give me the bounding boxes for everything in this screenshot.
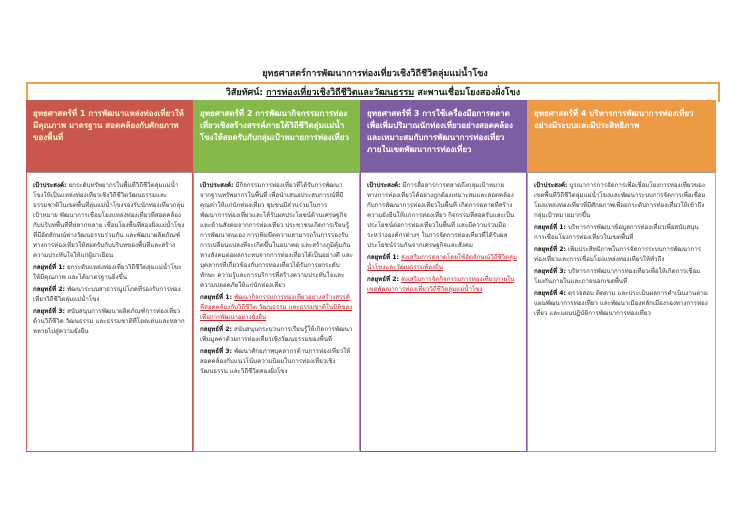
goal-paragraph: [200, 181, 353, 291]
tactic-label: กลยุทธ์ที่ 2:: [33, 286, 66, 293]
strategy-column-1: [26, 100, 193, 452]
tactic-text: พัฒนาระบบสาธารณูปโภคที่รองรับการท่องเที่ยววิถีชีวิตลุ่มแม่น้ำโขง: [33, 286, 181, 303]
tactic-item: [367, 275, 520, 295]
tactic-text: สนับสนุนการพัฒนาผลิตภัณฑ์การท่องเที่ยวด้านวิถีชีวิต วัฒนธรรม และธรรมชาติที่โดดเด่นและหลากหลายไปสู่ความยั่งยืน: [33, 308, 185, 335]
goal-text: มีกิจกรรมการท่องเที่ยวที่ได้รับการพัฒนาจากฐานทรัพยากรในพื้นที่ เพื่อนำเสนอประสบการณ์ที่มีคุณค่าให้แก่นักท่องเที่ยว ชุมชนมีส่วนร่วมในการพัฒนาการท่องเที่ยวและได้รับผลประโยชน์ด้านเศรษฐกิจและด้านสังคมจากการท่องเที่ยว ประชาชนเกิดการเรียนรู้ การพัฒนาตนเอง การเพิ่มขีดความสามารถในการรองรับการเปลี่ยนแปลงที่จะเกิดขึ้นในอนาคต และสร้างภูมิคุ้มกันทางสังคมต่อผลกระทบจากการท่องเที่ยวได้เป็นอย่างดี และบุคลากรที่เกี่ยวข้องกับการท่องเที่ยวได้รับการยกระดับ ทักษะ ความรู้และการบริการที่สร้างความประทับใจและความปลอดภัยให้แก่นักท่องเที่ยว: [200, 182, 353, 289]
strategy-body: [528, 173, 715, 325]
strategy-heading: ยุทธศาสตร์ที่ 2 การพัฒนากิจกรรมการท่องเที่ยวเชิงสร้างสรรค์ภายใต้วิถีชีวิตลุ่มแม่น้ำโขงให้สอดรับกับกลุ่มเป้าหมายการท่องเที่ยว: [194, 101, 359, 173]
tactic-item: [534, 289, 709, 319]
tactic-item: [33, 263, 186, 283]
goal-paragraph: [534, 181, 709, 221]
page-title: ยุทธศาสตร์การพัฒนาการท่องเที่ยวเชิงวิถีชีวิตลุ่มแม่น้ำโขง: [262, 69, 488, 79]
goal-text: บูรณาการการจัดการเพื่อเชื่อมโยงการท่องเที่ยวของเขตพื้นที่วิถีชีวิตลุ่มแม่น้ำโขงและพัฒนาระบบการจัดการเพื่อเชื่อมโยงแหล่งท่องเที่ยวที่มีศักยภาพเพื่อยกระดับการท่องเที่ยวให้เข้าถึงกลุ่มเป้าหมายมากขึ้น: [534, 182, 706, 219]
tactic-item: [367, 253, 520, 273]
strategy-column-3: [360, 100, 527, 452]
tactic-text: บริหารการพัฒนาการท่องเที่ยวเพื่อให้เกิดการเชื่อมโยงกันภายในและภายนอกเขตพื้นที่: [534, 268, 701, 285]
goal-paragraph: [367, 181, 520, 251]
tactic-text: ยกระดับแหล่งท่องเที่ยววิถีชีวิตลุ่มแม่น้ำโขงให้มีคุณภาพ และได้มาตรฐานยิ่งขึ้น: [33, 264, 182, 281]
strategy-heading: ยุทธศาสตร์ที่ 3 การใช้เครื่องมือการตลาดเพื่อเพิ่มปริมาณนักท่องเที่ยวอย่างสอดคล้องและเหมาะสมกับการพัฒนาการท่องเที่ยวภายในเขตพัฒนาการท่องเที่ยว: [361, 101, 526, 173]
strategy-column-4: [527, 100, 716, 452]
tactic-text-highlighted: ส่งเสริมการจัดกิจกรรมการท่องเที่ยวภายในเขตพัฒนาการท่องเที่ยววิถีชีวิตลุ่มแม่น้ำโขง: [367, 276, 515, 293]
tactic-text: พัฒนาศักยภาพบุคลากรด้านการท่องเที่ยวให้สอดคล้องกับแนวโน้มความนิยมในการท่องเที่ยวเชิงวัฒนธรรม และวิถีชีวิตสองฝั่งโขง: [200, 348, 351, 375]
tactic-label: กลยุทธ์ที่ 2:: [367, 276, 400, 283]
tactic-label: กลยุทธ์ที่ 3:: [534, 268, 567, 275]
tactic-text: สนับสนุนกระบวนการเรียนรู้ให้เกิดการพัฒนา เพิ่มมูลค่าด้วยการท่องเที่ยวเชิงวัฒนธรรมของพื้นที่: [200, 326, 353, 343]
tactic-label: กลยุทธ์ที่ 2:: [200, 326, 233, 333]
vision-text-underlined: การท่องเที่ยวเชิงวิถีชีวิตและวัฒนธรรม: [266, 88, 415, 98]
strategy-heading: ยุทธศาสตร์ที่ 1 การพัฒนาแหล่งท่องเที่ยวให้มีคุณภาพ มาตรฐาน สอดคล้องกับศักยภาพของพื้นที่: [27, 101, 192, 173]
goal-text: มีการสื่อสารการตลาดถึงกลุ่มเป้าหมายทางการท่องเที่ยวได้อย่างถูกต้องเหมาะสมและสอดคล้องกับการพัฒนาการท่องเที่ยวในพื้นที่ เกิดการตลาดที่สร้างความยั่งยืนให้แก่การท่องเที่ยว กิจกรรมที่สอดรับและเป็นประโยชน์ต่อการท่องเที่ยวในพื้นที่ และมีความร่วมมือระหว่างองค์กรต่างๆ ในการจัดการท่องเที่ยวที่ได้รับผลประโยชน์ร่วมกันจากเศรษฐกิจและสังคม: [367, 182, 515, 249]
tactic-item: [200, 293, 353, 323]
strategy-heading: ยุทธศาสตร์ที่ 4 บริหารการพัฒนาการท่องเที่ยวอย่างมีระบบและมีประสิทธิภาพ: [528, 101, 715, 173]
tactic-item: [200, 347, 353, 377]
tactic-text: ตรวจสอบ ติดตาม และประเมินผลการดำเนินงานตามแผนพัฒนาการท่องเที่ยว และพัฒนาเมืองหลักเมืองรองทางการท่องเที่ยว และแผนปฏิบัติการพัฒนาการท่องเที่ยว: [534, 290, 708, 317]
strategy-body: [194, 173, 359, 383]
tactic-label: กลยุทธ์ที่ 3:: [33, 308, 66, 315]
tactic-label: กลยุทธ์ที่ 3:: [200, 348, 233, 355]
goal-paragraph: [33, 181, 186, 261]
goal-label: เป้าประสงค์:: [367, 182, 401, 189]
tactic-label: กลยุทธ์ที่ 1:: [534, 224, 567, 231]
tactic-label: กลยุทธ์ที่ 1:: [33, 264, 66, 271]
tactic-text: เพิ่มประสิทธิภาพในการจัดการระบบการพัฒนาการท่องเที่ยวและการเชื่อมโยงแหล่งท่องเที่ยวให้ทั่วถึง: [534, 246, 702, 263]
tactic-item: [33, 285, 186, 305]
tactic-text: บริหารการพัฒนาข้อมูลการท่องเที่ยวเพื่อสนับสนุนการเชื่อมโยงการท่องเที่ยวในเขตพื้นที่: [534, 224, 699, 241]
goal-label: เป้าประสงค์:: [33, 182, 67, 189]
tactic-item: [534, 267, 709, 287]
vision-label: วิสัยทัศน์:: [225, 88, 263, 98]
tactic-item: [200, 325, 353, 345]
goal-label: เป้าประสงค์:: [534, 182, 568, 189]
tactic-label: กลยุทธ์ที่ 1:: [200, 294, 233, 301]
goal-text: ยกระดับทรัพยากรในพื้นที่วิถีชีวิตลุ่มแม่น้ำโขงให้เป็นแหล่งท่องเที่ยวเชิงวิถีชีวิตวัฒนธรรมและธรรมชาติในเขตพื้นที่ลุ่มแม่น้ำโขงรองรับนักท่องเที่ยวกลุ่มเป้าหมาย พัฒนาการเชื่อมโยงแหล่งท่องเที่ยวที่สอดคล้องกับบริบทพื้นที่ที่หลากหลาย เชื่อมโยงพื้นที่สองฝั่งแม่น้ำโขงที่มีอัตลักษณ์ทางวัฒนธรรมร่วมกัน และพัฒนาผลิตภัณฑ์ทางการท่องเที่ยวให้สอดรับกับบริบทของพื้นที่และสร้างความประทับใจให้แก่ผู้มาเยือน: [33, 182, 185, 259]
tactic-text-highlighted: พัฒนากิจกรรมการท่องเที่ยวอย่างสร้างสรรค์ที่สอดคล้องกับวิถีชีวิต วัฒนธรรม และธรรมชาติในมิติของเพื่อการพัฒนาอย่างยั่งยืน: [200, 294, 353, 321]
tactic-item: [534, 245, 709, 265]
goal-label: เป้าประสงค์:: [200, 182, 234, 189]
tactic-label: กลยุทธ์ที่ 4:: [534, 290, 567, 297]
vision-banner: [26, 82, 720, 102]
tactic-label: กลยุทธ์ที่ 2:: [534, 246, 567, 253]
strategy-body: [27, 173, 192, 343]
vision-text-rest: สะพานเชื่อมโยงสองฝั่งโขง: [417, 88, 521, 98]
tactic-item: [33, 307, 186, 337]
tactic-text-highlighted: ส่งเสริมการตลาดโดยใช้อัตลักษณ์วิถีชีวิตลุ่มน้ำโขงและวัฒนธรรมท้องถิ่น: [367, 254, 518, 271]
tactic-label: กลยุทธ์ที่ 1:: [367, 254, 400, 261]
strategy-column-2: [193, 100, 360, 452]
tactic-item: [534, 223, 709, 243]
strategy-body: [361, 173, 526, 301]
